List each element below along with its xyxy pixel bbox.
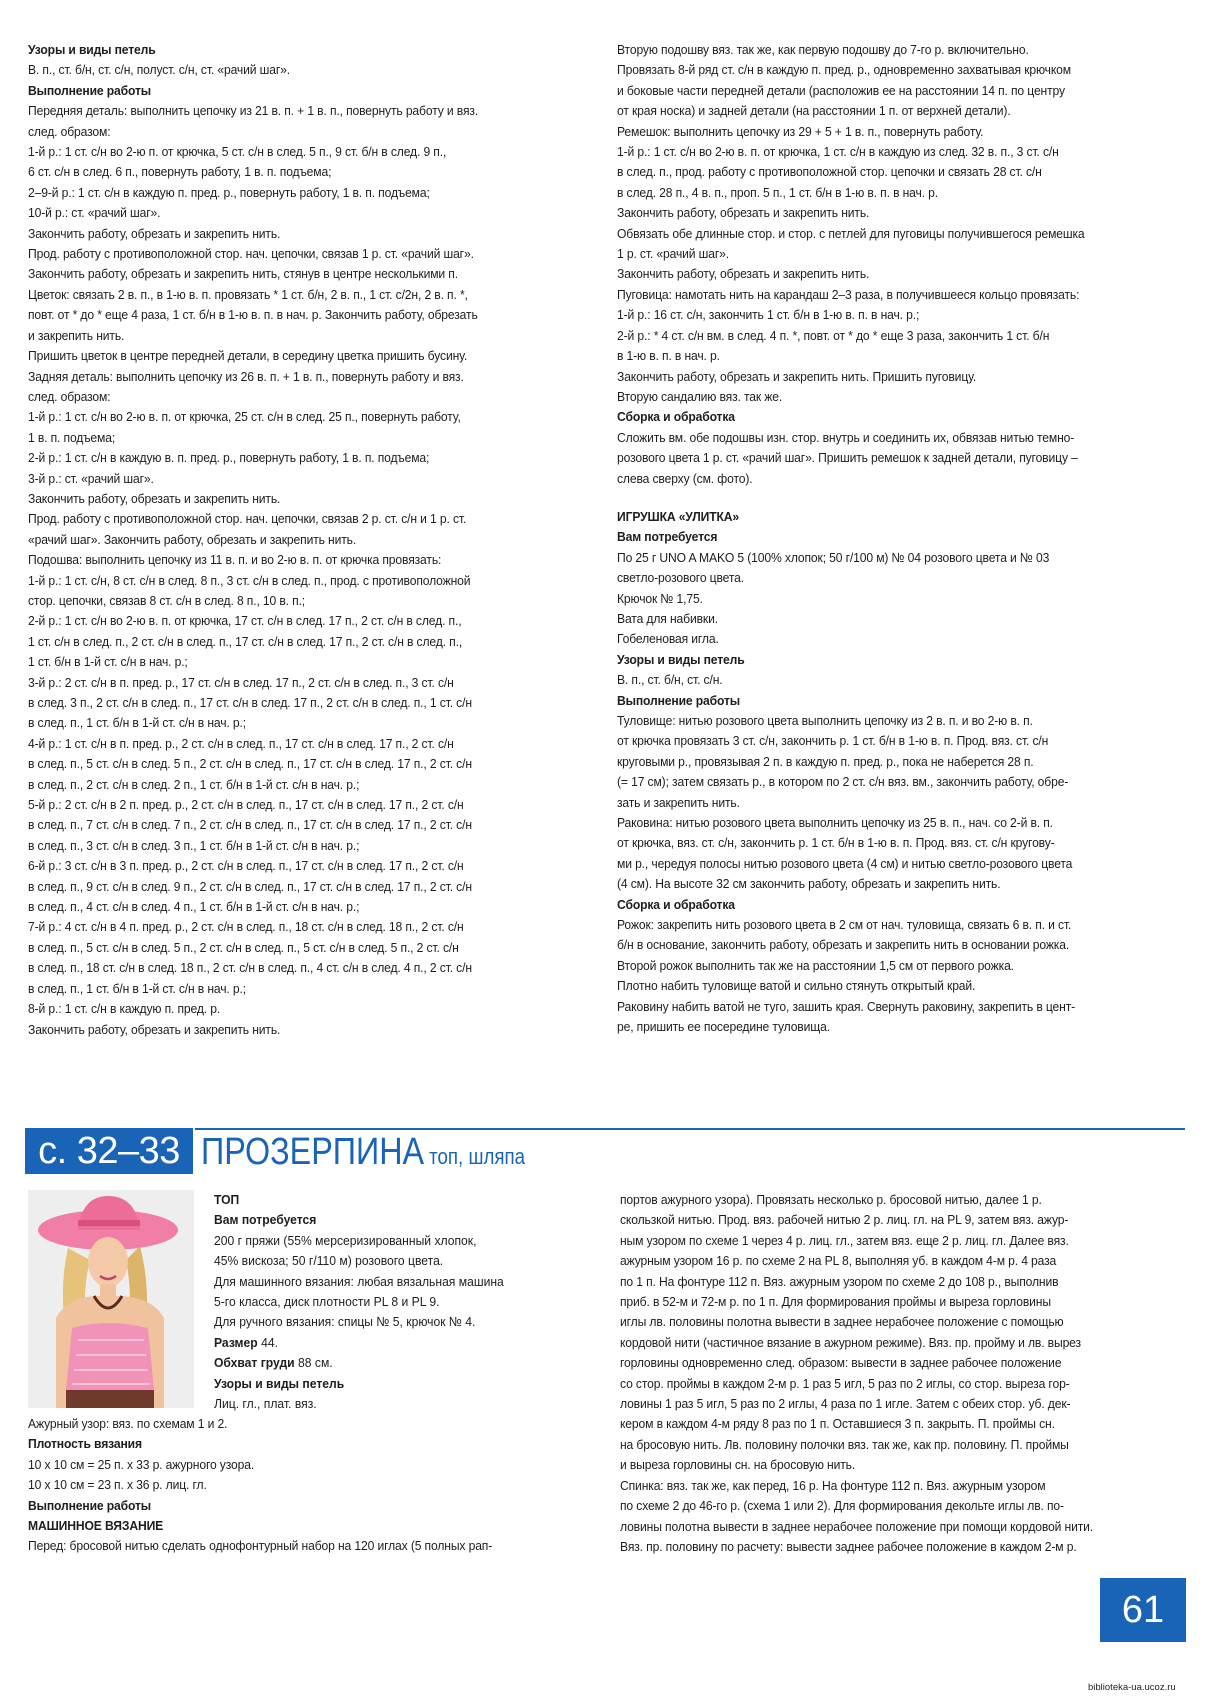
text-line: Провязать 8-й ряд ст. с/н в каждую п. пред. р., одновременно захватывая крючком: [617, 62, 1071, 78]
text-line: МАШИННОЕ ВЯЗАНИЕ: [28, 1518, 164, 1534]
text-line: розового цвета 1 р. ст. «рачий шаг». Пришить ремешок к задней детали, пуговицу –: [617, 450, 1078, 466]
text-line: след. образом:: [28, 123, 111, 139]
text-line: от крючка, вяз. ст. с/н, закончить р. 1 ст. б/н в 1-ю в. п. Прод. вяз. ст. с/н кругову-: [617, 835, 1055, 851]
page-number: 61: [1100, 1578, 1186, 1642]
text-line: (4 см). На высоте 32 см закончить работу, обрезать и закрепить нить.: [617, 876, 1001, 892]
text-line: в след. п., 5 ст. с/н в след. 5 п., 2 ст. с/н в след. п., 5 ст. с/н в след. 5 п., 2 ст. с/н: [28, 939, 459, 955]
label-bold: Обхват груди: [214, 1355, 295, 1371]
text-line: 1 ст. б/н в 1-й ст. с/н в нач. р.;: [28, 654, 188, 670]
text-line: 7-й р.: 4 ст. с/н в 4 п. пред. р., 2 ст. с/н в след. п., 18 ст. с/н в след. 18 п., 2 ст. с/н: [28, 919, 464, 935]
text-line: 1 в. п. подъема;: [28, 429, 116, 445]
text-line: Сборка и обработка: [617, 409, 735, 425]
text-line: В. п., ст. б/н, ст. с/н.: [617, 672, 723, 688]
text-line: В. п., ст. б/н, ст. с/н, полуст. с/н, ст. «рачий шаг».: [28, 62, 290, 78]
text-line: Выполнение работы: [28, 82, 151, 98]
text-line: в след. п., прод. работу с противоположной стор. цепочки и связать 28 ст. с/н: [617, 164, 1042, 180]
text-line: 2-й р.: 1 ст. с/н во 2-ю в. п. от крючка, 17 ст. с/н в след. 17 п., 2 ст. с/н в след. п.,: [28, 613, 462, 629]
label-value: 44.: [257, 1334, 278, 1350]
text-line: Выполнение работы: [617, 692, 740, 708]
text-line: 3-й р.: 2 ст. с/н в п. пред. р., 17 ст. с/н в след. 17 п., 2 ст. с/н в след. п., 3 ст. с/н: [28, 674, 454, 690]
text-line: Плотность вязания: [28, 1436, 142, 1452]
text-line: 2-й р.: 1 ст. с/н в каждую в. п. пред. р., повернуть работу, 1 в. п. подъема;: [28, 450, 430, 466]
text-line: 8-й р.: 1 ст. с/н в каждую п. пред. р.: [28, 1001, 221, 1017]
text-line: Гобеленовая игла.: [617, 631, 719, 647]
text-line: 2–9-й р.: 1 ст. с/н в каждую п. пред. р., повернуть работу, 1 в. п. подъема;: [28, 184, 430, 200]
top-materials-text: [214, 1190, 504, 1414]
text-line: приб. в 52-м и 72-м р. по 1 п. Для формирования проймы и выреза горловины: [620, 1294, 1051, 1310]
bottom-right-column-text: [620, 1190, 1093, 1557]
text-line: в след. п., 4 ст. с/н в след. 4 п., 1 ст. б/н в 1-й ст. с/н в нач. р.;: [28, 899, 360, 915]
text-line: скользкой нитью. Прод. вяз. рабочей нитью 2 р. лиц. гл. на PL 9, затем вяз. ажур-: [620, 1212, 1069, 1228]
text-line: Ремешок: выполнить цепочку из 29 + 5 + 1 в. п., повернуть работу.: [617, 123, 984, 139]
text-line: Узоры и виды петель: [617, 651, 745, 667]
text-line: Узоры и виды петель: [28, 42, 156, 57]
text-line: Передняя деталь: выполнить цепочку из 21 в. п. + 1 в. п., повернуть работу и вяз.: [28, 103, 479, 119]
text-line: Сборка и обработка: [617, 896, 735, 912]
section-title-sub: топ, шляпа: [429, 1144, 526, 1169]
text-line: в след. п., 1 ст. б/н в 1-й ст. с/н в нач. р.;: [28, 980, 246, 996]
text-line: 2-й р.: * 4 ст. с/н вм. в след. 4 п. *, повт. от * до * еще 3 раза, закончить 1 ст. б/н: [617, 327, 1050, 343]
text-line: Закончить работу, обрезать и закрепить нить. Пришить пуговицу.: [617, 368, 977, 384]
text-line: в след. 28 п., 4 в. п., проп. 5 п., 1 ст. б/н в 1-ю в. п. в нач. р.: [617, 184, 939, 200]
text-line: ловины 1 раз 5 игл, 5 раз по 2 иглы, 4 раза по 1 игле. Затем с обеих стор. уб. дек-: [620, 1396, 1071, 1412]
text-line: 1-й р.: 16 ст. с/н, закончить 1 ст. б/н в 1-ю в. п. в нач. р.;: [617, 307, 920, 323]
text-line: ре, пришить ее посередине туловища.: [617, 1019, 830, 1035]
text-line: Вам потребуется: [214, 1212, 317, 1228]
text-line: Пришить цветок в центре передней детали, в середину цветка пришить бусину.: [28, 348, 468, 364]
text-line: 6 ст. с/н в след. 6 п., повернуть работу, 1 в. п. подъема;: [28, 164, 332, 180]
label-value: 88 см.: [294, 1355, 333, 1371]
text-line: в след. п., 18 ст. с/н в след. 18 п., 2 ст. с/н в след. п., 4 ст. с/н в след. 4 п., 2 ст. с/н: [28, 960, 472, 976]
text-line: Вам потребуется: [617, 529, 718, 545]
text-line: светло-розового цвета.: [617, 570, 744, 586]
text-line: 1-й р.: 1 ст. с/н во 2-ю в. п. от крючка, 1 ст. с/н в каждую из след. 32 в. п., 3 ст. с/н: [617, 144, 1059, 160]
text-line: Вата для набивки.: [617, 610, 718, 626]
text-line: «рачий шаг». Закончить работу, обрезать и закрепить нить.: [28, 531, 357, 547]
text-line: Закончить работу, обрезать и закрепить нить.: [617, 205, 870, 221]
text-line: стор. цепочки, связав 8 ст. с/н в след. 8 п., 10 в. п.;: [28, 592, 306, 608]
text-line: (= 17 см); затем связать р., в котором по 2 ст. с/н вяз. вм., закончить работу, обре-: [617, 774, 1069, 790]
text-line: Сложить вм. обе подошвы изн. стор. внутрь и соединить их, обвязав нитью темно-: [617, 429, 1075, 445]
text-line: Туловище: нитью розового цвета выполнить цепочку из 2 в. п. и во 2-ю в. п.: [617, 713, 1033, 728]
text-line: Вторую сандалию вяз. так же.: [617, 388, 783, 404]
text-line: Закончить работу, обрезать и закрепить нить.: [28, 1021, 281, 1037]
text-line: 6-й р.: 3 ст. с/н в 3 п. пред. р., 2 ст. с/н в след. п., 17 ст. с/н в след. 17 п., 2 ст. с/н: [28, 858, 464, 874]
text-line: Закончить работу, обрезать и закрепить нить.: [617, 266, 870, 282]
text-line: Для машинного вязания: любая вязальная машина: [214, 1273, 504, 1289]
text-line: Перед: бросовой нитью сделать однофонтурный набор на 120 иглах (5 полных рап-: [28, 1538, 493, 1554]
text-line: иглы лв. половины полотна вывести в заднее нерабочее положение с помощью: [620, 1314, 1064, 1330]
text-line: след. образом:: [28, 388, 111, 404]
text-line: [214, 1353, 504, 1373]
text-line: и выреза горловины сн. на бросовую нить.: [620, 1457, 856, 1473]
text-line: зать и закрепить нить.: [617, 794, 740, 810]
text-line: 10-й р.: ст. «рачий шаг».: [28, 205, 161, 221]
text-line: по 1 п. На фонтуре 112 п. Вяз. ажурным узором по схеме 2 до 108 р., выполнив: [620, 1273, 1059, 1289]
text-line: в след. п., 1 ст. б/н в 1-й ст. с/н в нач. р.;: [28, 715, 246, 731]
text-line: Закончить работу, обрезать и закрепить нить, стянув в центре несколькими п.: [28, 266, 458, 282]
text-line: и боковые части передней детали (расположив ее на расстоянии 14 п. по центру: [617, 82, 1065, 98]
section-title-main: ПРОЗЕРПИНА: [201, 1131, 425, 1173]
text-line: 5-й р.: 2 ст. с/н в 2 п. пред. р., 2 ст. с/н в след. п., 17 ст. с/н в след. 17 п., 2 ст. с/н: [28, 797, 464, 813]
text-line: Выполнение работы: [28, 1497, 151, 1513]
text-line: Второй рожок выполнить так же на расстоянии 1,5 см от первого рожка.: [617, 957, 1014, 973]
text-line: Цветок: связать 2 в. п., в 1-ю в. п. провязать * 1 ст. б/н, 2 в. п., 1 ст. с/2н, 2 в. п. *,: [28, 286, 468, 302]
text-line: Для ручного вязания: спицы № 5, крючок № 4.: [214, 1314, 476, 1330]
text-line: Закончить работу, обрезать и закрепить нить.: [28, 490, 281, 506]
text-line: Ажурный узор: вяз. по схемам 1 и 2.: [28, 1416, 228, 1431]
model-photo: [28, 1190, 194, 1408]
text-line: б/н в основание, закончить работу, обрезать и закрепить нить в основании рожка.: [617, 937, 1070, 953]
spacer: [617, 489, 1085, 507]
text-line: Пуговица: намотать нить на карандаш 2–3 раза, в получившееся кольцо провязать:: [617, 286, 1080, 302]
text-line: Лиц. гл., плат. вяз.: [214, 1396, 317, 1412]
text-line: на бросовую нить. Лв. половину полочки вяз. так же, как пр. половину. П. проймы: [620, 1436, 1069, 1452]
text-line: Крючок № 1,75.: [617, 590, 703, 606]
right-column-text: [617, 40, 1085, 1038]
bottom-left-column-text: [28, 1414, 492, 1557]
text-line: Вяз. пр. половину по расчету: вывести заднее рабочее положение в каждом 2-м р.: [620, 1538, 1077, 1554]
text-line: в след. п., 2 ст. с/н в след. 2 п., 1 ст. б/н в 1-й ст. с/н в нач. р.;: [28, 776, 360, 792]
text-line: Подошва: выполнить цепочку из 11 в. п. и во 2-ю в. п. от крючка провязать:: [28, 552, 442, 568]
text-line: в след. п., 3 ст. с/н в след. 3 п., 1 ст. б/н в 1-й ст. с/н в нач. р.;: [28, 837, 360, 853]
text-line: Раковина: нитью розового цвета выполнить цепочку из 25 в. п., нач. со 2-й в. п.: [617, 815, 1053, 831]
text-line: и закрепить нить.: [28, 327, 125, 343]
text-line: Рожок: закрепить нить розового цвета в 2 см от нач. туловища, связать 6 в. п. и ст.: [617, 917, 1072, 933]
text-line: круговыми р., провязывая 2 п. в каждую п. пред. р., пока не наберется 28 п.: [617, 753, 1034, 769]
section-header: [25, 1128, 1185, 1174]
text-line: 1-й р.: 1 ст. с/н во 2-ю в. п. от крючка, 25 ст. с/н в след. 25 п., повернуть работу,: [28, 409, 461, 425]
text-line: 10 х 10 см = 25 п. х 33 р. ажурного узора.: [28, 1456, 255, 1472]
text-line: по схеме 2 до 46-го р. (схема 1 или 2). Для формирования декольте иглы лв. по-: [620, 1498, 1064, 1514]
text-line: ТОП: [214, 1192, 240, 1207]
text-line: в след. п., 7 ст. с/н в след. 7 п., 2 ст. с/н в след. п., 17 ст. с/н в след. 17 п., 2 ст. с/н: [28, 817, 472, 833]
left-column-text: [28, 40, 478, 1040]
text-line: 200 г пряжи (55% мерсеризированный хлопок,: [214, 1232, 477, 1248]
watermark-text: biblioteka-ua.ucoz.ru: [1088, 1682, 1176, 1693]
text-line: ажурным узором 16 р. по схеме 2 на PL 8, выполняя уб. в каждом 4-м р. 4 раза: [620, 1253, 1057, 1269]
text-line: ИГРУШКА «УЛИТКА»: [617, 508, 740, 524]
text-line: ми р., чередуя полосы нитью розового цвета (4 см) и нитью светло-розового цвета: [617, 855, 1073, 871]
section-title: [201, 1132, 525, 1180]
text-line: Прод. работу с противоположной стор. нач. цепочки, связав 2 р. ст. с/н и 1 р. ст.: [28, 511, 467, 527]
text-line: горловины одновременно след. образом: вывести в заднее рабочее положение: [620, 1355, 1062, 1371]
text-line: со стор. проймы в каждом 2-м р. 1 раз 5 игл, 5 раз по 2 иглы, со стор. выреза гор-: [620, 1375, 1070, 1391]
text-line: Раковину набить ватой не туго, зашить края. Свернуть раковину, закрепить в цент-: [617, 998, 1076, 1014]
text-line: от края носка) и задней детали (на расстоянии 1 п. от верхней детали).: [617, 103, 1011, 119]
text-line: Плотно набить туловище ватой и сильно стянуть открытый край.: [617, 978, 976, 994]
text-line: 5-го класса, диск плотности PL 8 и PL 9.: [214, 1294, 440, 1310]
text-line: портов ажурного узора). Провязать несколько р. бросовой нитью, далее 1 р.: [620, 1192, 1042, 1207]
text-line: Узоры и виды петель: [214, 1375, 345, 1391]
text-line: Обвязать обе длинные стор. и стор. с петлей для пуговицы получившегося ремешка: [617, 225, 1085, 241]
text-line: от крючка провязать 3 ст. с/н, закончить р. 1 ст. б/н в 1-ю в. п. Прод. вяз. ст. с/н: [617, 733, 1049, 749]
text-line: По 25 г UNO A MAKO 5 (100% хлопок; 50 г/100 м) № 04 розового цвета и № 03: [617, 549, 1050, 565]
text-line: 45% вискоза; 50 г/110 м) розового цвета.: [214, 1253, 444, 1269]
label-bold: Размер: [214, 1334, 258, 1350]
text-line: слева сверху (см. фото).: [617, 470, 753, 486]
text-line: Прод. работу с противоположной стор. нач. цепочки, связав 1 р. ст. «рачий шаг».: [28, 246, 474, 262]
text-line: 4-й р.: 1 ст. с/н в п. пред. р., 2 ст. с/н в след. п., 17 ст. с/н в след. 17 п., 2 ст. с/н: [28, 735, 454, 751]
text-line: 10 х 10 см = 23 п. х 36 р. лиц. гл.: [28, 1477, 207, 1493]
text-line: [214, 1333, 504, 1353]
header-rule: [195, 1128, 1185, 1130]
text-line: в 1-ю в. п. в нач. р.: [617, 348, 720, 364]
text-line: ным узором по схеме 1 через 4 р. лиц. гл., затем вяз. еще 2 р. лиц. гл. Далее вяз.: [620, 1232, 1069, 1248]
text-line: 1 р. ст. «рачий шаг».: [617, 246, 729, 262]
text-line: Вторую подошву вяз. так же, как первую подошву до 7-го р. включительно.: [617, 42, 1029, 57]
text-line: кером в каждом 4-м ряду 8 раз по 1 п. Оставшиеся 3 п. закрыть. П. проймы сн.: [620, 1416, 1055, 1432]
text-line: Закончить работу, обрезать и закрепить нить.: [28, 225, 281, 241]
text-line: повт. от * до * еще 4 раза, 1 ст. б/н в 1-ю в. п. в нач. р. Закончить работу, обрезать: [28, 307, 478, 323]
text-line: 1-й р.: 1 ст. с/н, 8 ст. с/н в след. 8 п., 3 ст. с/н в след. п., прод. с противоположной: [28, 572, 471, 588]
text-line: в след. п., 5 ст. с/н в след. 5 п., 2 ст. с/н в след. п., 17 ст. с/н в след. 17 п., 2 ст. с/н: [28, 756, 472, 772]
text-line: в след. 3 п., 2 ст. с/н в след. п., 17 ст. с/н в след. 17 п., 2 ст. с/н в след. п., 1 ст. с/н: [28, 695, 472, 710]
text-line: кордовой нити (частичное вязание в ажурном режиме). Вяз. пр. пройму и лв. вырез: [620, 1334, 1081, 1350]
text-line: 1 ст. с/н в след. п., 2 ст. с/н в след. п., 17 ст. с/н в след. 17 п., 2 ст. с/н в след. п.,: [28, 633, 463, 649]
text-line: 3-й р.: ст. «рачий шаг».: [28, 470, 154, 486]
text-line: 1-й р.: 1 ст. с/н во 2-ю п. от крючка, 5 ст. с/н в след. 5 п., 9 ст. б/н в след. 9 п.,: [28, 144, 447, 160]
text-line: в след. п., 9 ст. с/н в след. 9 п., 2 ст. с/н в след. п., 17 ст. с/н в след. 17 п., 2 ст. с/н: [28, 878, 472, 894]
text-line: Спинка: вяз. так же, как перед, 16 р. На фонтуре 112 п. Вяз. ажурным узором: [620, 1477, 1046, 1493]
text-line: ловины полотна вывести в заднее нерабочее положение при помощи кордовой нити.: [620, 1518, 1094, 1534]
page-range-label: с. 32–33: [25, 1128, 193, 1174]
text-line: Задняя деталь: выполнить цепочку из 26 в. п. + 1 в. п., повернуть работу и вяз.: [28, 368, 464, 384]
